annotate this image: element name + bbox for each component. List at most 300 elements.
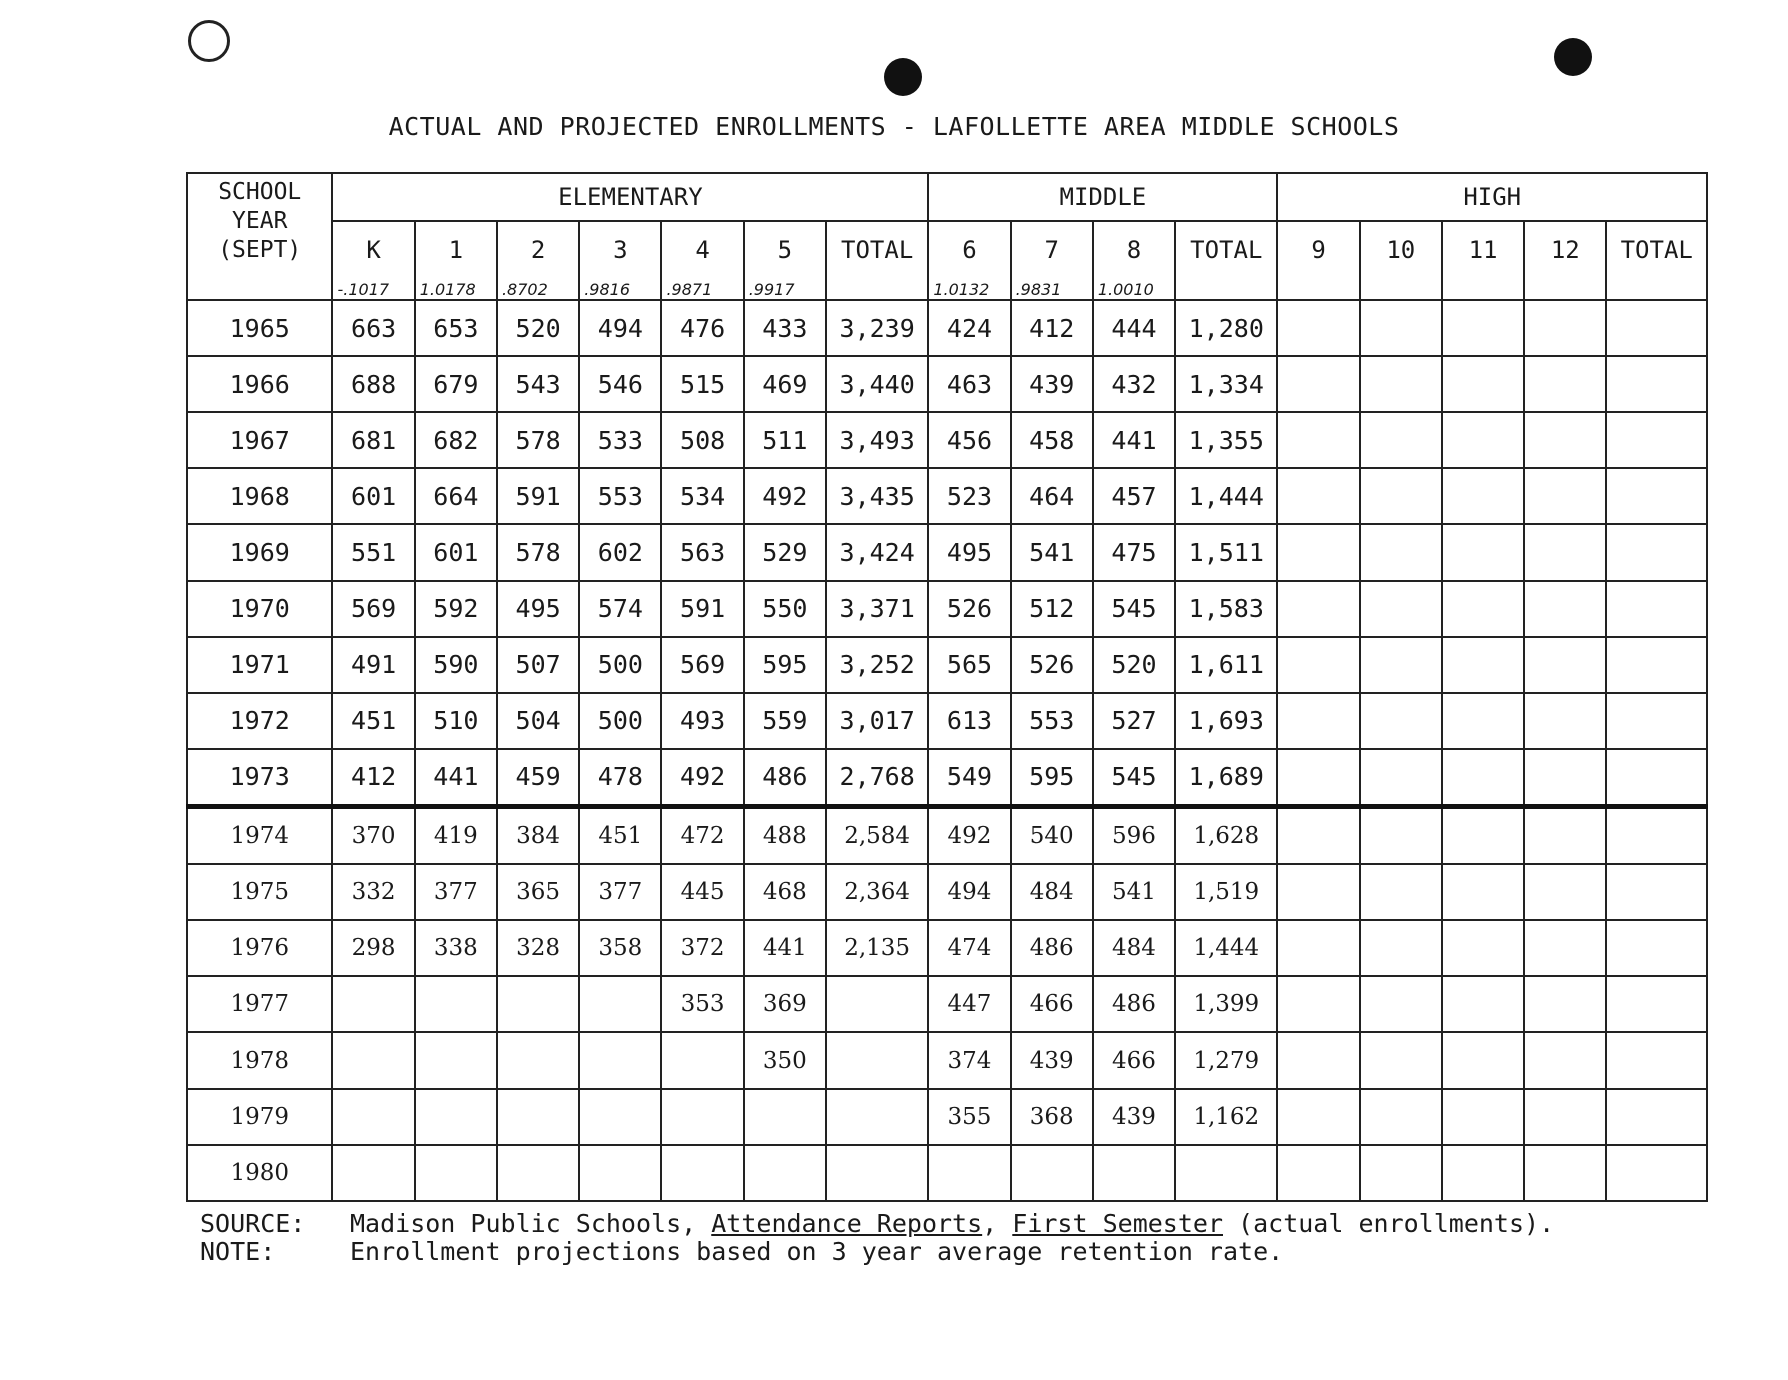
- enrollment-cell: 451: [332, 693, 414, 749]
- enrollment-cell: 1,334: [1175, 356, 1277, 412]
- table-row: [187, 976, 1707, 1032]
- enrollment-cell: 601: [415, 524, 497, 580]
- enrollment-cell: [1277, 356, 1359, 412]
- table-row: [187, 1032, 1707, 1088]
- enrollment-cell: 441: [415, 749, 497, 807]
- enrollment-cell: 475: [1093, 524, 1175, 580]
- enrollment-cell: 653: [415, 300, 497, 356]
- grade-label: 12: [1550, 236, 1580, 264]
- enrollment-cell: [1442, 356, 1524, 412]
- enrollment-cell: 578: [497, 524, 579, 580]
- enrollment-cell: 369: [744, 976, 826, 1032]
- enrollment-cell: [661, 1032, 743, 1088]
- enrollment-cell: 488: [744, 807, 826, 865]
- school-year-cell: 1969: [187, 524, 332, 580]
- school-year-header: SCHOOL YEAR (SEPT): [187, 173, 332, 300]
- enrollment-cell: [1524, 693, 1606, 749]
- enrollment-cell: [1360, 1032, 1442, 1088]
- enrollment-cell: [497, 1089, 579, 1145]
- enrollment-cell: [1524, 468, 1606, 524]
- enrollment-cell: 553: [579, 468, 661, 524]
- enrollment-cell: 353: [661, 976, 743, 1032]
- enrollment-cell: [1524, 581, 1606, 637]
- enrollment-cell: 592: [415, 581, 497, 637]
- retention-ratio: .8702: [501, 280, 548, 299]
- school-year-cell: 1973: [187, 749, 332, 807]
- enrollment-cell: 478: [579, 749, 661, 807]
- table-row: [187, 807, 1707, 865]
- enrollment-cell: [1277, 920, 1359, 976]
- enrollment-cell: 491: [332, 637, 414, 693]
- enrollment-cell: 492: [744, 468, 826, 524]
- elementary-grade-header: [497, 221, 579, 300]
- enrollment-cell: 457: [1093, 468, 1175, 524]
- grade-label: 9: [1311, 236, 1326, 264]
- enrollment-cell: 550: [744, 581, 826, 637]
- enrollment-cell: 500: [579, 637, 661, 693]
- grade-header-row: [187, 221, 1707, 300]
- enrollment-cell: [1360, 581, 1442, 637]
- school-year-cell: 1975: [187, 864, 332, 920]
- grade-label: 5: [777, 236, 793, 264]
- enrollment-cell: 1,583: [1175, 581, 1277, 637]
- enrollment-cell: 372: [661, 920, 743, 976]
- enrollment-cell: 451: [579, 807, 661, 865]
- retention-ratio: .9831: [1015, 280, 1062, 299]
- enrollment-cell: [1277, 412, 1359, 468]
- enrollment-cell: 602: [579, 524, 661, 580]
- enrollment-cell: 559: [744, 693, 826, 749]
- enrollment-cell: [1606, 356, 1707, 412]
- grade-label: 2: [530, 236, 546, 264]
- enrollment-cell: [1277, 637, 1359, 693]
- enrollment-cell: [1360, 976, 1442, 1032]
- school-year-cell: 1977: [187, 976, 332, 1032]
- enrollment-cell: [1442, 749, 1524, 807]
- enrollment-cell: 439: [1011, 1032, 1093, 1088]
- enrollment-cell: 504: [497, 693, 579, 749]
- enrollment-cell: [661, 1145, 743, 1201]
- enrollment-cell: 540: [1011, 807, 1093, 865]
- enrollment-cell: 377: [579, 864, 661, 920]
- enrollment-cell: 3,252: [826, 637, 928, 693]
- source-suffix: (actual enrollments).: [1223, 1209, 1555, 1238]
- enrollment-cell: [744, 1145, 826, 1201]
- enrollment-cell: 563: [661, 524, 743, 580]
- enrollment-cell: [826, 1032, 928, 1088]
- retention-ratio: 1.0178: [419, 280, 476, 299]
- enrollment-cell: 590: [415, 637, 497, 693]
- enrollment-cell: 508: [661, 412, 743, 468]
- enrollment-cell: [1524, 356, 1606, 412]
- enrollment-cell: 365: [497, 864, 579, 920]
- enrollment-cell: [415, 976, 497, 1032]
- enrollment-cell: 1,519: [1175, 864, 1277, 920]
- punch-hole-center: [884, 58, 922, 96]
- enrollment-cell: [1442, 920, 1524, 976]
- enrollment-cell: 1,162: [1175, 1089, 1277, 1145]
- enrollment-cell: [332, 976, 414, 1032]
- enrollment-cell: [1277, 468, 1359, 524]
- enrollment-cell: 466: [1093, 1032, 1175, 1088]
- enrollment-cell: [1606, 637, 1707, 693]
- enrollment-cell: [1360, 1089, 1442, 1145]
- table-row: [187, 412, 1707, 468]
- school-year-cell: 1980: [187, 1145, 332, 1201]
- enrollment-cell: [579, 1032, 661, 1088]
- source-title-attendance: Attendance Reports: [711, 1209, 983, 1238]
- enrollment-cell: 545: [1093, 581, 1175, 637]
- enrollment-cell: 377: [415, 864, 497, 920]
- table-row: [187, 693, 1707, 749]
- school-year-cell: 1965: [187, 300, 332, 356]
- enrollment-cell: 543: [497, 356, 579, 412]
- elementary-grade-header: [579, 221, 661, 300]
- enrollment-cell: 1,280: [1175, 300, 1277, 356]
- grade-label: 7: [1044, 236, 1059, 264]
- enrollment-cell: 541: [1093, 864, 1175, 920]
- enrollment-cell: [415, 1032, 497, 1088]
- enrollment-cell: 595: [744, 637, 826, 693]
- enrollment-cell: [1606, 864, 1707, 920]
- enrollment-cell: 545: [1093, 749, 1175, 807]
- enrollment-cell: 412: [332, 749, 414, 807]
- table-row: [187, 864, 1707, 920]
- enrollment-cell: 486: [744, 749, 826, 807]
- enrollment-cell: 494: [928, 864, 1010, 920]
- enrollment-cell: 424: [928, 300, 1010, 356]
- enrollment-cell: [826, 1089, 928, 1145]
- elementary-grade-header: [415, 221, 497, 300]
- enrollment-cell: [1524, 864, 1606, 920]
- enrollment-cell: [1606, 581, 1707, 637]
- enrollment-cell: [1277, 581, 1359, 637]
- grade-label: TOTAL: [841, 236, 914, 264]
- table-row: [187, 468, 1707, 524]
- grade-label: 10: [1386, 236, 1416, 264]
- enrollment-cell: [1606, 412, 1707, 468]
- table-row: [187, 581, 1707, 637]
- enrollment-cell: 472: [661, 807, 743, 865]
- middle-grade-header: [928, 221, 1010, 300]
- enrollment-cell: [1524, 1145, 1606, 1201]
- enrollment-cell: [1606, 976, 1707, 1032]
- enrollment-cell: 459: [497, 749, 579, 807]
- elementary-grade-header: [826, 221, 928, 300]
- school-year-cell: 1967: [187, 412, 332, 468]
- enrollment-cell: 613: [928, 693, 1010, 749]
- grade-label: 4: [695, 236, 710, 264]
- enrollment-cell: 466: [1011, 976, 1093, 1032]
- retention-ratio: 1.0010: [1097, 280, 1154, 299]
- enrollment-cell: [579, 1089, 661, 1145]
- enrollment-cell: 439: [1011, 356, 1093, 412]
- enrollment-cell: [1442, 468, 1524, 524]
- enrollment-cell: [497, 1032, 579, 1088]
- grade-label: TOTAL: [1620, 236, 1693, 264]
- retention-ratio: 1.0132: [933, 280, 990, 299]
- enrollment-cell: 458: [1011, 412, 1093, 468]
- enrollment-cell: [1606, 300, 1707, 356]
- enrollment-cell: 533: [579, 412, 661, 468]
- grade-label: 3: [613, 236, 628, 264]
- enrollment-cell: 495: [497, 581, 579, 637]
- enrollment-cell: 441: [744, 920, 826, 976]
- enrollment-cell: [1606, 693, 1707, 749]
- middle-grade-header: [1011, 221, 1093, 300]
- high-grade-header: [1606, 221, 1707, 300]
- enrollment-cell: [415, 1145, 497, 1201]
- enrollment-cell: 591: [661, 581, 743, 637]
- enrollment-cell: [1524, 976, 1606, 1032]
- school-year-cell: 1966: [187, 356, 332, 412]
- school-year-cell: 1979: [187, 1089, 332, 1145]
- enrollment-cell: [826, 1145, 928, 1201]
- enrollment-cell: [1277, 1145, 1359, 1201]
- enrollment-cell: 3,424: [826, 524, 928, 580]
- grade-label: 6: [962, 236, 977, 264]
- enrollment-cell: 439: [1093, 1089, 1175, 1145]
- enrollment-cell: [1606, 920, 1707, 976]
- enrollment-cell: [1360, 1145, 1442, 1201]
- enrollment-cell: 1,279: [1175, 1032, 1277, 1088]
- enrollment-cell: [1606, 1032, 1707, 1088]
- enrollment-cell: [1524, 1089, 1606, 1145]
- enrollment-cell: [1277, 976, 1359, 1032]
- enrollment-cell: [332, 1089, 414, 1145]
- enrollment-cell: 445: [661, 864, 743, 920]
- enrollment-cell: 456: [928, 412, 1010, 468]
- enrollment-cell: [332, 1145, 414, 1201]
- enrollment-cell: 1,355: [1175, 412, 1277, 468]
- enrollment-cell: 1,444: [1175, 468, 1277, 524]
- enrollment-cell: 1,399: [1175, 976, 1277, 1032]
- school-year-cell: 1974: [187, 807, 332, 865]
- enrollment-cell: [744, 1089, 826, 1145]
- enrollment-cell: 601: [332, 468, 414, 524]
- enrollment-cell: [1442, 693, 1524, 749]
- enrollment-cell: 493: [661, 693, 743, 749]
- enrollment-cell: 350: [744, 1032, 826, 1088]
- enrollment-cell: 494: [579, 300, 661, 356]
- enrollment-cell: 664: [415, 468, 497, 524]
- enrollment-cell: [1442, 581, 1524, 637]
- enrollment-cell: 355: [928, 1089, 1010, 1145]
- enrollment-cell: [332, 1032, 414, 1088]
- high-grade-header: [1360, 221, 1442, 300]
- grade-label: K: [366, 236, 381, 264]
- enrollment-cell: [661, 1089, 743, 1145]
- enrollment-cell: [1175, 1145, 1277, 1201]
- table-body: [187, 300, 1707, 1201]
- enrollment-cell: [1360, 468, 1442, 524]
- enrollment-cell: 492: [661, 749, 743, 807]
- source-sep: ,: [982, 1209, 1013, 1238]
- enrollment-cell: [1524, 920, 1606, 976]
- enrollment-cell: 500: [579, 693, 661, 749]
- enrollment-cell: 486: [1093, 976, 1175, 1032]
- enrollment-cell: 328: [497, 920, 579, 976]
- enrollment-cell: 591: [497, 468, 579, 524]
- enrollment-cell: [1442, 1032, 1524, 1088]
- source-line: [200, 1210, 1554, 1238]
- enrollment-cell: 512: [1011, 581, 1093, 637]
- enrollment-cell: [1606, 524, 1707, 580]
- retention-ratio: .9871: [666, 280, 713, 299]
- enrollment-cell: 515: [661, 356, 743, 412]
- enrollment-cell: 432: [1093, 356, 1175, 412]
- enrollment-cell: 338: [415, 920, 497, 976]
- enrollment-cell: 469: [744, 356, 826, 412]
- retention-ratio: .9917: [748, 280, 795, 299]
- grade-label: TOTAL: [1190, 236, 1263, 264]
- enrollment-cell: [1360, 920, 1442, 976]
- table-row: [187, 356, 1707, 412]
- enrollment-cell: 3,493: [826, 412, 928, 468]
- enrollment-cell: [1360, 637, 1442, 693]
- enrollment-cell: 3,239: [826, 300, 928, 356]
- enrollment-cell: 511: [744, 412, 826, 468]
- school-year-cell: 1978: [187, 1032, 332, 1088]
- enrollment-cell: [1524, 807, 1606, 865]
- high-grade-header: [1524, 221, 1606, 300]
- table-row: [187, 1089, 1707, 1145]
- enrollment-cell: 596: [1093, 807, 1175, 865]
- enrollment-cell: [1442, 637, 1524, 693]
- enrollment-cell: 578: [497, 412, 579, 468]
- enrollment-cell: [1277, 864, 1359, 920]
- enrollment-cell: [1524, 524, 1606, 580]
- enrollment-cell: [1442, 807, 1524, 865]
- enrollment-cell: 419: [415, 807, 497, 865]
- enrollment-cell: 474: [928, 920, 1010, 976]
- enrollment-cell: 2,364: [826, 864, 928, 920]
- enrollment-cell: 663: [332, 300, 414, 356]
- enrollment-cell: [1442, 976, 1524, 1032]
- enrollment-cell: 384: [497, 807, 579, 865]
- enrollment-cell: 546: [579, 356, 661, 412]
- grade-label: 8: [1126, 236, 1142, 264]
- enrollment-cell: 433: [744, 300, 826, 356]
- source-text: Madison Public Schools,: [350, 1209, 712, 1238]
- enrollment-cell: [1606, 1089, 1707, 1145]
- enrollment-cell: [928, 1145, 1010, 1201]
- enrollment-cell: 520: [1093, 637, 1175, 693]
- school-year-cell: 1970: [187, 581, 332, 637]
- enrollment-cell: 3,435: [826, 468, 928, 524]
- retention-ratio: .9816: [584, 280, 631, 299]
- enrollment-cell: 574: [579, 581, 661, 637]
- middle-header: MIDDLE: [928, 173, 1277, 221]
- enrollment-cell: [1277, 1032, 1359, 1088]
- grade-label: 1: [448, 236, 464, 264]
- enrollment-cell: 2,584: [826, 807, 928, 865]
- school-year-cell: 1968: [187, 468, 332, 524]
- enrollment-cell: 374: [928, 1032, 1010, 1088]
- enrollment-cell: [1277, 300, 1359, 356]
- enrollment-cell: 441: [1093, 412, 1175, 468]
- enrollment-cell: 565: [928, 637, 1010, 693]
- enrollment-cell: [1277, 749, 1359, 807]
- enrollment-cell: 447: [928, 976, 1010, 1032]
- source-label: SOURCE:: [200, 1209, 306, 1238]
- enrollment-cell: 3,371: [826, 581, 928, 637]
- enrollment-cell: 2,768: [826, 749, 928, 807]
- enrollment-cell: [1524, 412, 1606, 468]
- enrollment-cell: [1360, 300, 1442, 356]
- table-row: [187, 749, 1707, 807]
- enrollment-cell: 464: [1011, 468, 1093, 524]
- enrollment-cell: [415, 1089, 497, 1145]
- enrollment-cell: [1442, 1089, 1524, 1145]
- punch-hole-right: [1554, 38, 1592, 76]
- elementary-grade-header: [332, 221, 414, 300]
- enrollment-cell: [1524, 637, 1606, 693]
- enrollment-cell: 527: [1093, 693, 1175, 749]
- enrollment-cell: [1442, 524, 1524, 580]
- enrollment-cell: 486: [1011, 920, 1093, 976]
- table-row: [187, 1145, 1707, 1201]
- enrollment-cell: 569: [661, 637, 743, 693]
- enrollment-cell: 681: [332, 412, 414, 468]
- enrollment-cell: 523: [928, 468, 1010, 524]
- enrollment-cell: [1442, 300, 1524, 356]
- enrollment-cell: [1360, 749, 1442, 807]
- elementary-header: ELEMENTARY: [332, 173, 928, 221]
- enrollment-table: [186, 172, 1708, 1202]
- enrollment-cell: 1,628: [1175, 807, 1277, 865]
- high-grade-header: [1442, 221, 1524, 300]
- enrollment-cell: 1,693: [1175, 693, 1277, 749]
- enrollment-cell: [1524, 300, 1606, 356]
- enrollment-cell: [1011, 1145, 1093, 1201]
- enrollment-cell: [1360, 524, 1442, 580]
- enrollment-cell: [579, 976, 661, 1032]
- enrollment-cell: 3,017: [826, 693, 928, 749]
- enrollment-cell: 553: [1011, 693, 1093, 749]
- note-label: NOTE:: [200, 1237, 276, 1266]
- enrollment-cell: 1,689: [1175, 749, 1277, 807]
- enrollment-cell: 688: [332, 356, 414, 412]
- note-line: [200, 1238, 1554, 1266]
- enrollment-cell: 1,611: [1175, 637, 1277, 693]
- enrollment-cell: 492: [928, 807, 1010, 865]
- enrollment-cell: [1442, 1145, 1524, 1201]
- enrollment-cell: [1360, 356, 1442, 412]
- enrollment-cell: [1360, 864, 1442, 920]
- middle-grade-header: [1175, 221, 1277, 300]
- enrollment-cell: 1,444: [1175, 920, 1277, 976]
- enrollment-cell: [1606, 807, 1707, 865]
- enrollment-cell: [1093, 1145, 1175, 1201]
- school-year-cell: 1972: [187, 693, 332, 749]
- enrollment-cell: 595: [1011, 749, 1093, 807]
- enrollment-cell: [1360, 693, 1442, 749]
- enrollment-cell: [1606, 1145, 1707, 1201]
- enrollment-cell: 368: [1011, 1089, 1093, 1145]
- enrollment-cell: [1277, 807, 1359, 865]
- enrollment-cell: [1277, 693, 1359, 749]
- enrollment-cell: [1277, 1089, 1359, 1145]
- note-text: Enrollment projections based on 3 year average retention rate.: [350, 1237, 1284, 1266]
- enrollment-cell: 484: [1011, 864, 1093, 920]
- table-row: [187, 637, 1707, 693]
- enrollment-cell: 412: [1011, 300, 1093, 356]
- enrollment-cell: 444: [1093, 300, 1175, 356]
- footer: [200, 1210, 1554, 1266]
- enrollment-cell: [1524, 1032, 1606, 1088]
- school-year-cell: 1976: [187, 920, 332, 976]
